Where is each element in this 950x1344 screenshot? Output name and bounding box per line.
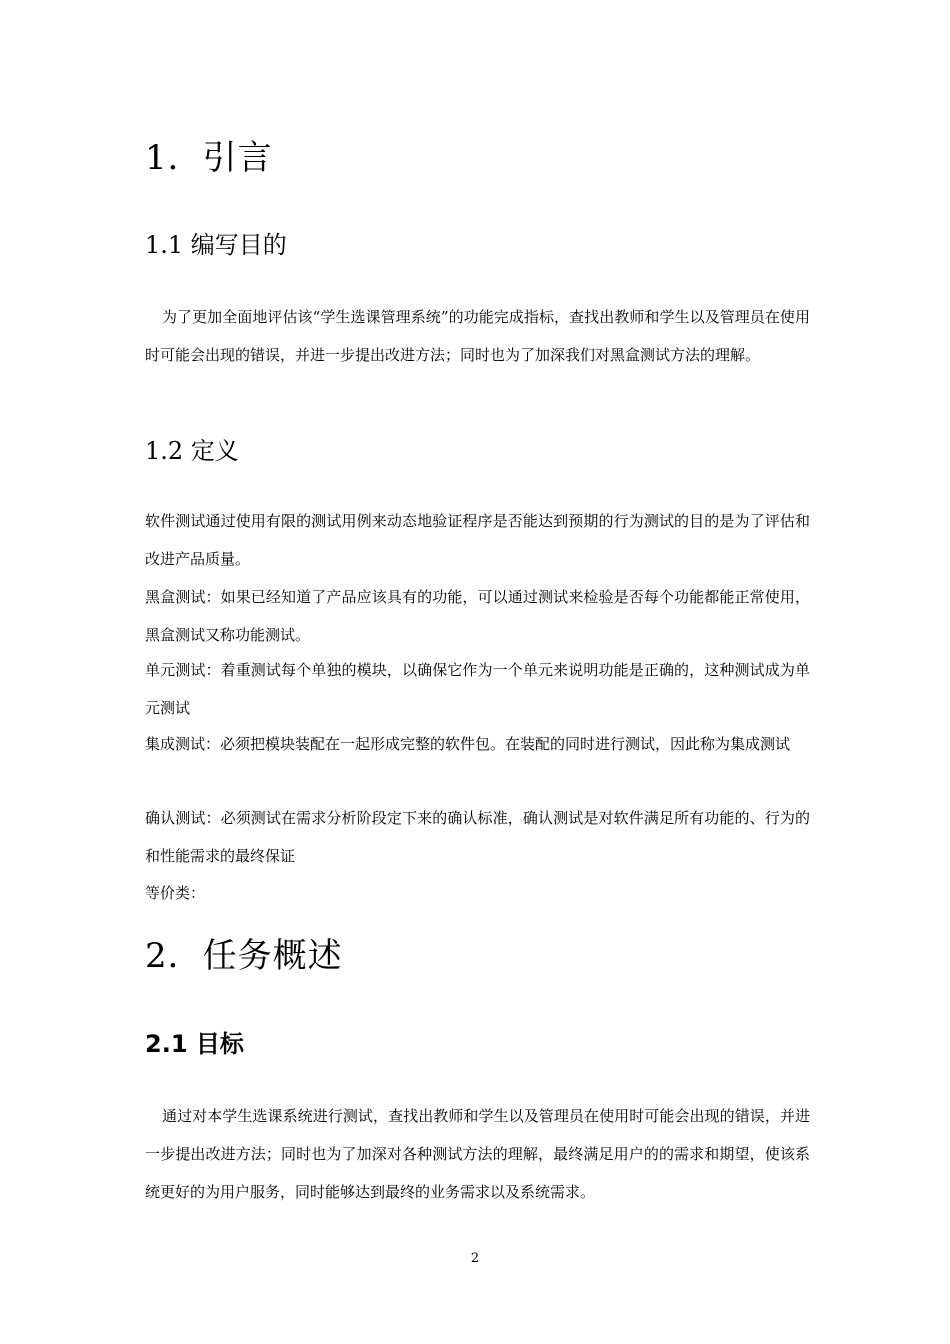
section-2-heading: 2．任务概述 [145,936,343,976]
definition-unit-testing: 单元测试：着重测试每个单独的模块，以确保它作为一个单元来说明功能是正确的，这种测试成为单元测试 [145,661,810,717]
definition-equivalence-class: 等价类： [145,884,206,902]
section-1-1-heading: 1.1 编写目的 [145,231,287,259]
definition-black-box-testing: 黑盒测试：如果已经知道了产品应该具有的功能，可以通过测试来检验是否每个功能都能正常使用，黑盒测试又称功能测试。 [145,588,810,644]
section-2-1-paragraph: 通过对本学生选课系统进行测试，查找出教师和学生以及管理员在使用时可能会出现的错误，并进一步提出改进方法；同时也为了加深对各种测试方法的理解，最终满足用户的的需求和期望，使该系统更好的为用户服务，同时能够达到最终的业务需求以及系统需求。 [145,1107,810,1201]
section-1-2-heading: 1.2 定义 [145,437,239,465]
definition-integration-testing: 集成测试：必须把模块装配在一起形成完整的软件包。在装配的同时进行测试，因此称为集成测试 [145,735,791,753]
section-1-1-paragraph: 为了更加全面地评估该“学生选课管理系统”的功能完成指标，查找出教师和学生以及管理员在使用时可能会出现的错误，并进一步提出改进方法；同时也为了加深我们对黑盒测试方法的理解。 [145,308,810,364]
page-number: 2 [470,1251,480,1266]
section-2-1-heading: 2.1 目标 [145,1030,244,1058]
definition-software-testing: 软件测试通过使用有限的测试用例来动态地验证程序是否能达到预期的行为测试的目的是为了评估和改进产品质量。 [145,512,810,568]
definition-acceptance-testing: 确认测试：必须测试在需求分析阶段定下来的确认标准，确认测试是对软件满足所有功能的、行为的和性能需求的最终保证 [145,809,810,865]
section-1-heading: 1．引言 [145,138,273,178]
